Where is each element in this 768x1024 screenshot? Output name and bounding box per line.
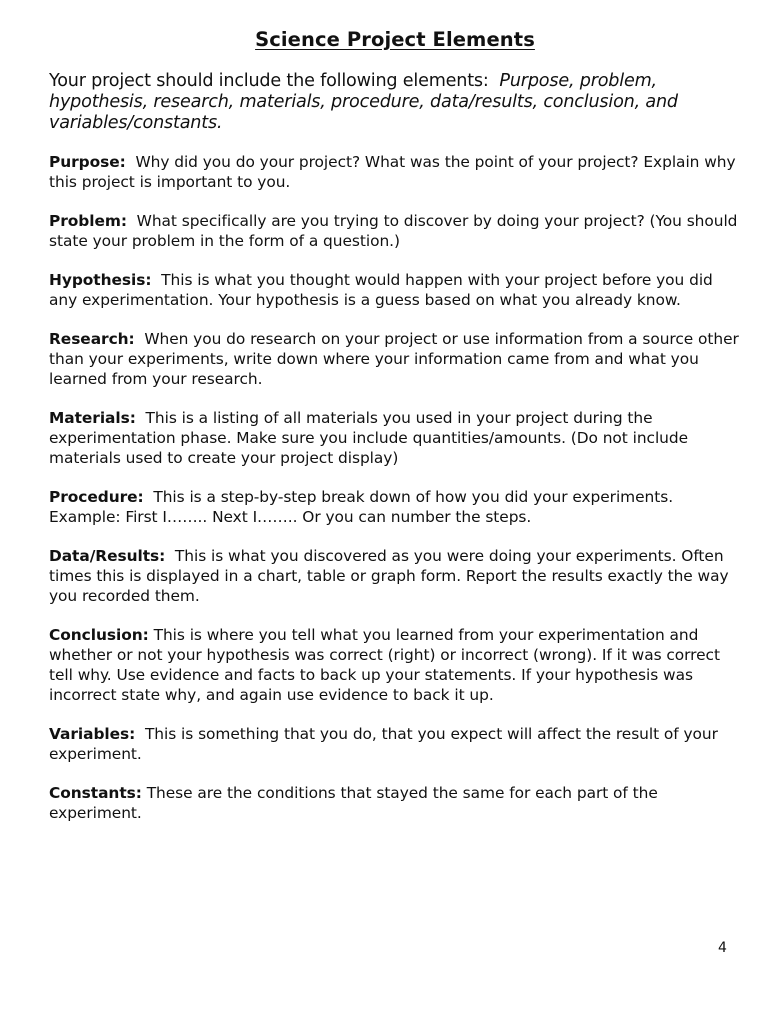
term-description: This is something that you do, that you expect will affect the result of your experiment. [49, 725, 718, 763]
term-description: This is what you discovered as you were doing your experiments. Often times this is displayed in a chart, table or graph form. Report the results exactly the way you recorded them. [49, 547, 729, 605]
item-variables [49, 724, 739, 764]
term-label: Materials: [49, 409, 136, 427]
term-label: Constants: [49, 784, 142, 802]
term-label: Hypothesis: [49, 271, 152, 289]
term-description: What specifically are you trying to discover by doing your project? (You should state your problem in the form of a question.) [49, 212, 738, 250]
item-research [49, 329, 739, 389]
term-description: When you do research on your project or use information from a source other than your experiments, write down where your information came from and what you learned from your research. [49, 330, 739, 388]
document-page [49, 28, 739, 842]
item-purpose [49, 152, 739, 192]
term-label: Procedure: [49, 488, 144, 506]
term-description: This is where you tell what you learned from your experimentation and whether or not your hypothesis was correct (right) or incorrect (wrong). If it was correct tell why. Use evidence and facts to back up your statements. If your hypothesis was incorrect state why, and again use evidence to back it up. [49, 626, 720, 704]
term-label: Research: [49, 330, 135, 348]
term-description: These are the conditions that stayed the same for each part of the experiment. [49, 784, 658, 822]
page-title: Science Project Elements [255, 28, 535, 51]
item-procedure [49, 487, 739, 527]
term-label: Data/Results: [49, 547, 166, 565]
item-data-results [49, 546, 739, 606]
term-label: Purpose: [49, 153, 126, 171]
item-constants [49, 783, 739, 823]
intro-element-list: Purpose, problem, hypothesis, research, materials, procedure, data/results, conclusion, and variables/constants. [49, 71, 678, 133]
term-description: This is a listing of all materials you used in your project during the experimentation phase. Make sure you include quantities/amounts. (Do not include materials used to create your project display) [49, 409, 689, 467]
term-description: This is what you thought would happen with your project before you did any experimentation. Your hypothesis is a guess based on what you already know. [49, 271, 713, 309]
term-label: Problem: [49, 212, 127, 230]
item-materials [49, 408, 739, 468]
term-label: Conclusion: [49, 626, 149, 644]
term-label: Variables: [49, 725, 136, 743]
item-problem [49, 211, 739, 251]
item-hypothesis [49, 270, 739, 310]
term-description: This is a step-by-step break down of how you did your experiments. Example: First I…….. Next I…….. Or you can number the steps. [49, 488, 674, 526]
item-conclusion [49, 625, 739, 705]
term-description: Why did you do your project? What was the point of your project? Explain why this project is important to you. [49, 153, 736, 191]
intro-lead: Your project should include the following elements: [49, 71, 489, 91]
intro-paragraph [49, 71, 739, 134]
page-number: 4 [718, 940, 727, 956]
